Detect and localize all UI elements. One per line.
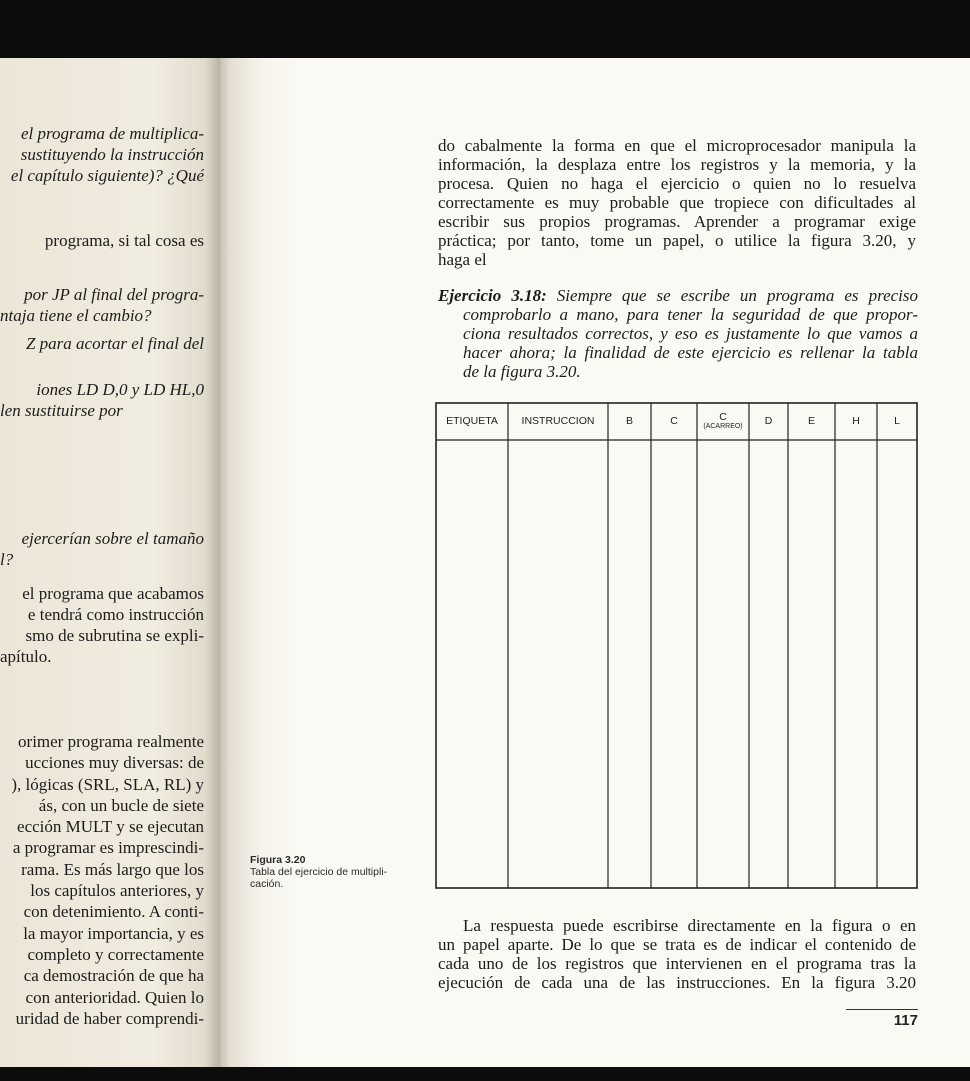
text-line: de la figura 3.20.: [463, 362, 581, 381]
left-page-line: ás, con un bucle de siete: [38, 795, 204, 815]
left-page-line: rama. Es más largo que los: [21, 859, 204, 879]
left-page-line: por JP al final del progra-: [24, 285, 204, 304]
left-page-block: [0, 379, 204, 421]
text-line: práctica; por tanto, tome un papel, o utilice la figura 3.20, y: [438, 231, 916, 250]
text-line: información, la desplaza entre los registros y la memoria, y la: [438, 155, 916, 174]
caption-title: Figura 3.20: [250, 854, 306, 866]
page-number-rule: [846, 1009, 918, 1010]
left-page-line: ca demostración de que ha: [23, 966, 204, 986]
left-page-block: [0, 583, 204, 667]
left-page-block: [0, 528, 204, 570]
table-header-cell: [508, 402, 608, 440]
text-line: La respuesta puede escribirse directamente en la figura o en: [463, 916, 916, 935]
left-page-block: [0, 123, 204, 186]
text-line: comprobarlo a mano, para tener la seguridad de que propor-: [463, 305, 918, 324]
left-page-line: l?: [0, 550, 14, 569]
left-page-line: programa, si tal cosa es: [44, 231, 204, 250]
paragraph-answer: [438, 916, 916, 992]
figure-caption: [250, 854, 420, 890]
header-label: INSTRUCCION: [521, 414, 595, 427]
left-page-line: iones LD D,0 y LD HL,0: [36, 380, 204, 399]
header-label: L: [894, 414, 900, 427]
text-line: correctamente es muy probable que tropiece con dificultades al: [438, 193, 916, 212]
left-page-block: [0, 284, 204, 326]
text-line: do cabalmente la forma en que el microprocesador manipula la: [438, 136, 916, 155]
figure-3-20-table: [435, 402, 919, 889]
text-line: cada uno de los registros que intervienen en el programa tras la: [438, 954, 916, 973]
text-line: procesa. Quien no haga el ejercicio o quien no lo resuelva: [438, 174, 916, 193]
left-page-line: smo de subrutina se expli-: [25, 626, 204, 645]
left-page-line: ucciones muy diversas: de: [25, 753, 204, 773]
left-page-line: con anterioridad. Quien lo: [25, 987, 204, 1007]
text-line: escribir sus propios programas. Aprender a programar exige: [438, 212, 916, 231]
paragraph-intro: [438, 136, 916, 269]
header-label: D: [764, 414, 773, 427]
left-page-line: el programa que acabamos: [22, 584, 204, 603]
text-line: un papel aparte. De lo que se trata es de indicar el contenido de: [438, 935, 916, 954]
table-header-cell: [749, 402, 788, 440]
text-line: haga el: [438, 250, 487, 269]
left-page-line: completo y correctamente: [27, 944, 204, 964]
left-page-line: a programar es imprescindi-: [12, 838, 204, 858]
right-page: [220, 58, 970, 1067]
left-page-line: ejercerían sobre el tamaño: [21, 529, 204, 548]
left-page-line: los capítulos anteriores, y: [30, 881, 204, 901]
text-line: ejecución de cada una de las instrucciones. En la figura 3.20: [438, 973, 916, 992]
table-header-cell: [697, 402, 749, 440]
left-page-line: ección MULT y se ejecutan: [17, 817, 204, 837]
left-page-line: apítulo.: [0, 647, 52, 666]
exercise-body: [438, 305, 918, 381]
header-label: ETIQUETA: [446, 414, 498, 427]
left-page-block: [0, 731, 204, 1029]
left-page-line: el capítulo siguiente)? ¿Qué: [10, 166, 204, 185]
table-header-cell: [877, 402, 917, 440]
table-header-cell: [788, 402, 835, 440]
header-label: B: [625, 414, 633, 427]
exercise-first-text: Siempre que se escribe un programa es preciso: [556, 286, 919, 305]
header-label: C: [719, 410, 727, 423]
left-page-line: len sustituirse por: [0, 401, 123, 420]
left-page-line: con detenimiento. A conti-: [23, 902, 204, 922]
left-page-line: ntaja tiene el cambio?: [0, 306, 152, 325]
header-label: C: [670, 414, 678, 427]
scan-bottom-border: [0, 1067, 970, 1081]
table-grid: [435, 402, 919, 889]
table-header-cell: [436, 402, 508, 440]
left-page-line: Z para acortar el final del: [25, 334, 204, 353]
table-header-cell: [835, 402, 877, 440]
left-page-line: e tendrá como instrucción: [27, 605, 204, 624]
left-page-line: ), lógicas (SRL, SLA, RL) y: [11, 774, 204, 794]
left-page-line: la mayor importancia, y es: [23, 923, 204, 943]
text-line: hacer ahora; la finalidad de este ejercicio es rellenar la tabla: [463, 343, 918, 362]
exercise-first-line: [438, 286, 918, 305]
scan-top-border: [0, 0, 970, 58]
page-number: 117: [893, 1012, 918, 1029]
bleed-through-text: [248, 58, 308, 1067]
left-page-line: orimer programa realmente: [18, 732, 204, 751]
left-page-line: el programa de multiplica-: [20, 124, 204, 143]
left-page-line: uridad de haber comprendi-: [15, 1008, 204, 1028]
header-sublabel: (ACARREO): [703, 422, 743, 430]
table-header-cell: [608, 402, 651, 440]
header-label: H: [852, 414, 860, 427]
text-line: ciona resultados correctos, y eso es justamente lo que vamos a: [463, 324, 918, 343]
left-page-block: [0, 333, 204, 354]
header-label: E: [807, 414, 815, 427]
left-page: [0, 58, 220, 1067]
exercise-label: Ejercicio 3.18:: [438, 286, 547, 305]
table-header-cell: [651, 402, 697, 440]
left-page-block: [0, 230, 204, 251]
exercise-3-18: [438, 286, 918, 381]
caption-text: Tabla del ejercicio de multipli-cación.: [250, 866, 388, 890]
left-page-line: sustituyendo la instrucción: [20, 145, 204, 164]
